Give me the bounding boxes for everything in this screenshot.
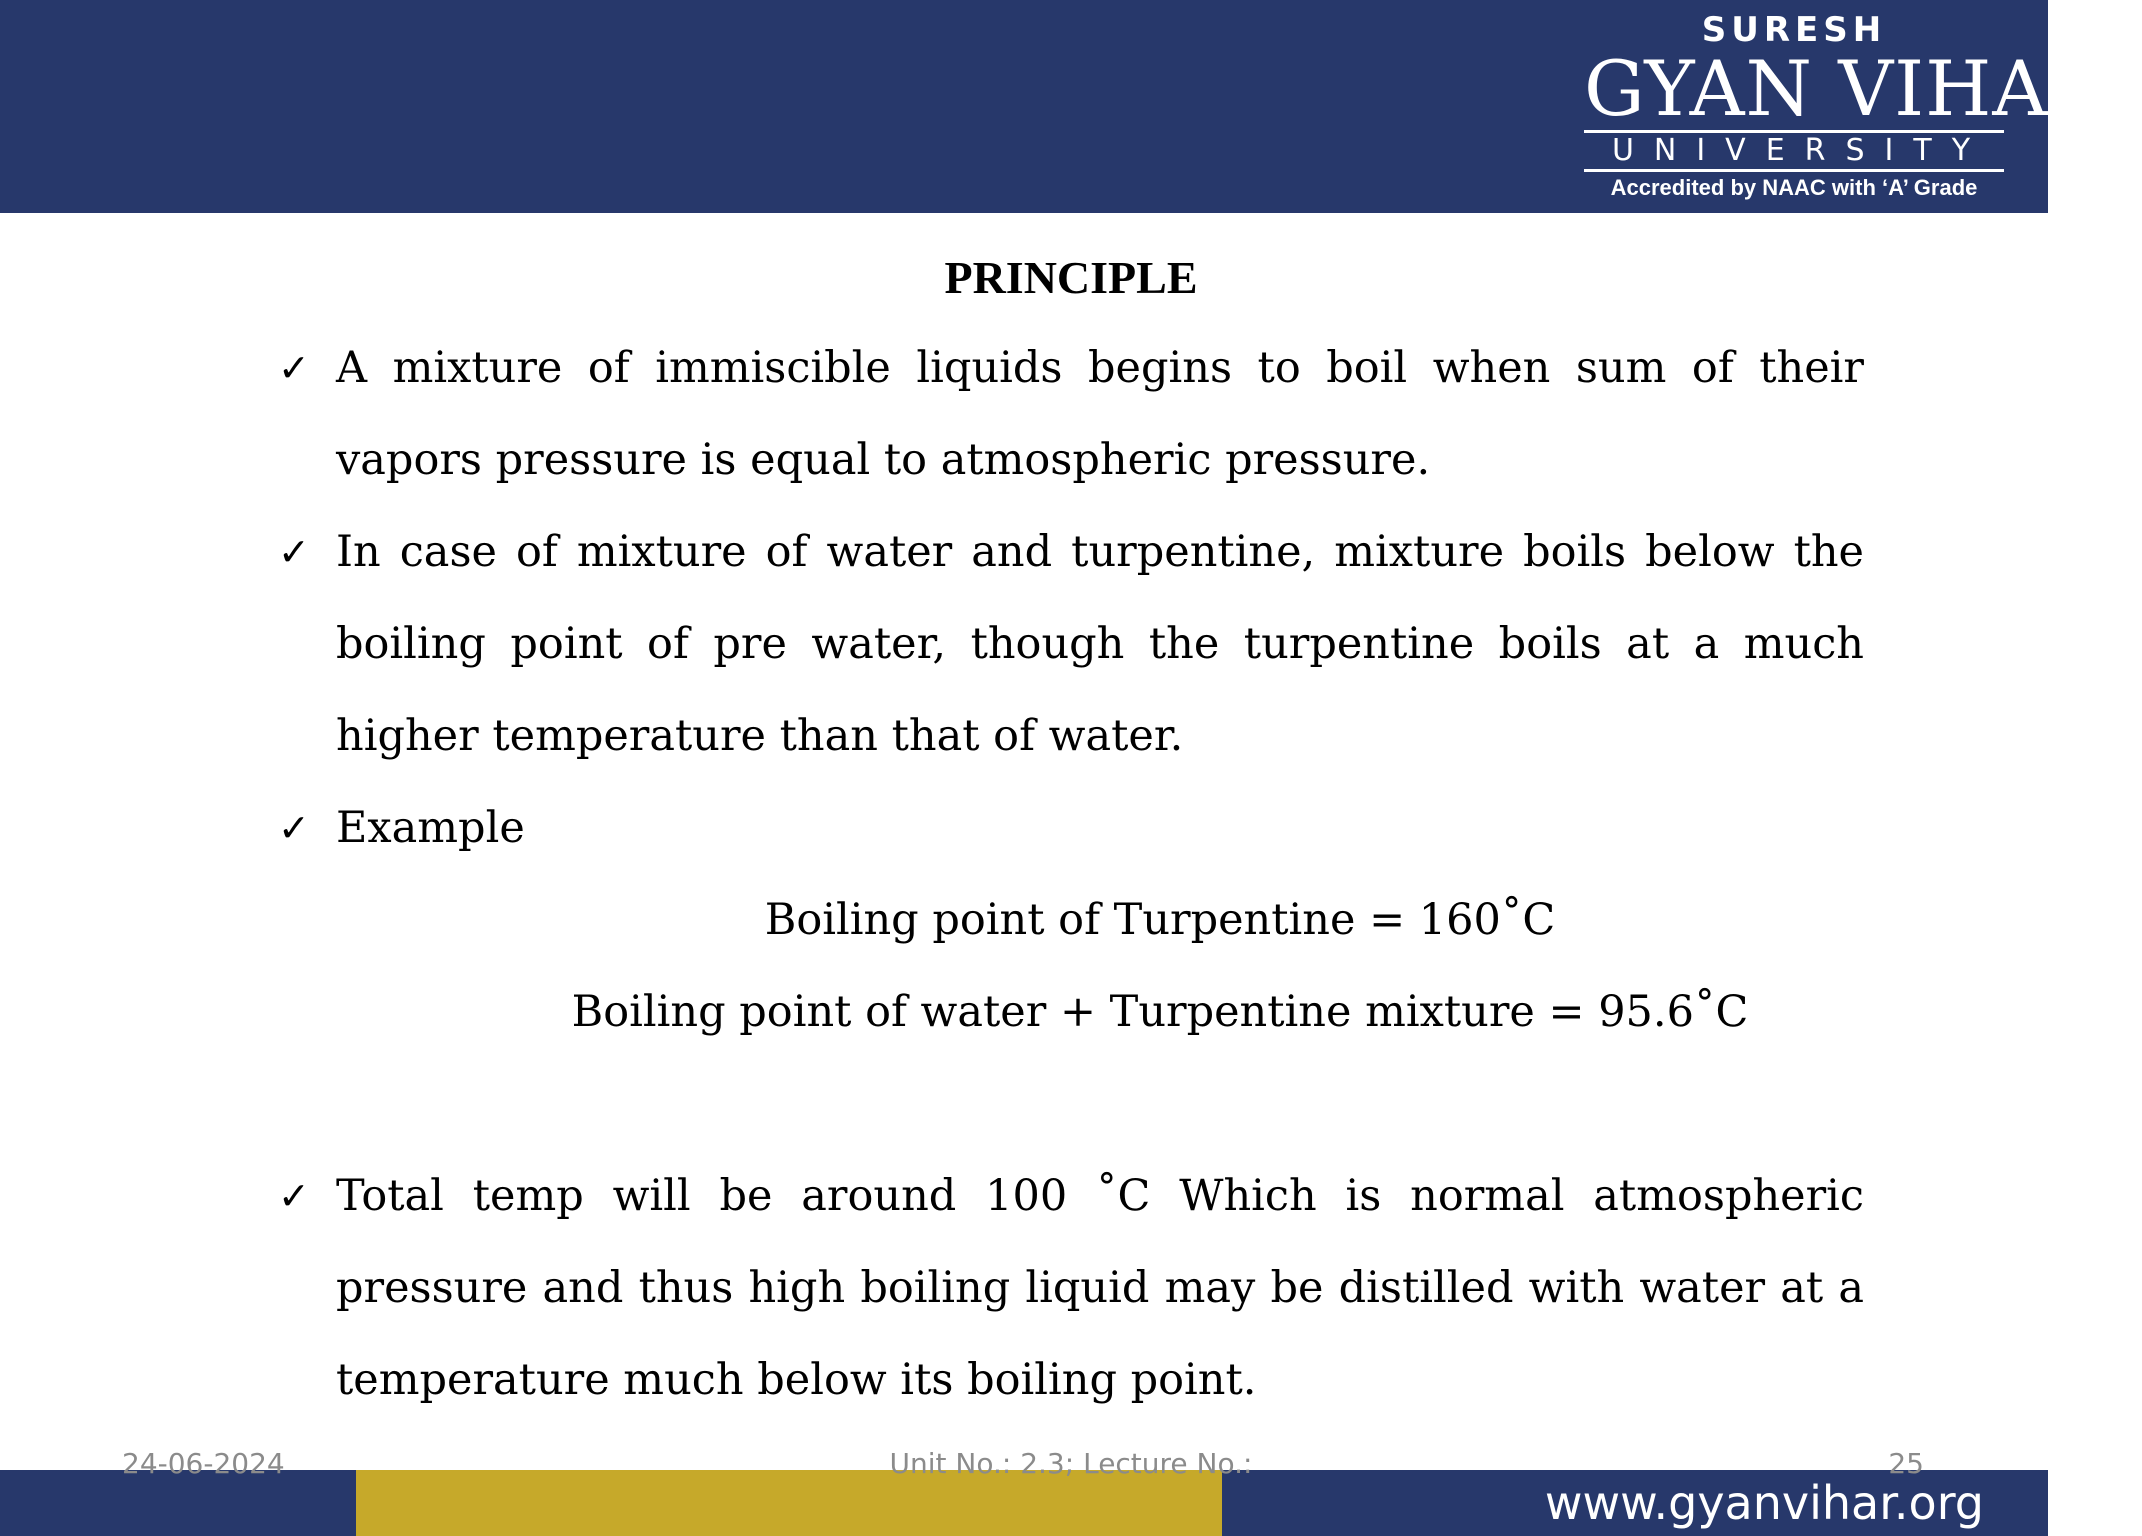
equation-mixture: Boiling point of water + Turpentine mixture = 95.6˚C bbox=[571, 987, 1749, 1037]
checkmark-icon: ✓ bbox=[278, 530, 310, 574]
footer-unit-lecture: Unit No.: 2.3; Lecture No.: bbox=[889, 1447, 1253, 1480]
logo-main-text: GYAN VIHAR bbox=[1584, 44, 2107, 133]
bullet-item bbox=[278, 782, 1864, 1150]
checkmark-icon: ✓ bbox=[278, 1174, 310, 1218]
checkmark-icon: ✓ bbox=[278, 346, 310, 390]
bullet-text: Example bbox=[336, 803, 525, 853]
bullet-text: Total temp will be around 100 ˚C Which is normal atmospheric pressure and thus high boiling liquid may be distilled with water at a temperature much below its boiling point. bbox=[336, 1171, 1864, 1405]
bullet-item bbox=[278, 1150, 1864, 1426]
footer-url: www.gyanvihar.org bbox=[1544, 1476, 1984, 1530]
checkmark-icon: ✓ bbox=[278, 806, 310, 850]
slide-title: PRINCIPLE bbox=[944, 252, 1198, 303]
bullet-text: A mixture of immiscible liquids begins to boil when sum of their vapors pressure is equal to atmospheric pressure. bbox=[336, 343, 1864, 485]
bullet-list bbox=[278, 322, 1864, 1426]
equation-turpentine: Boiling point of Turpentine = 160˚C bbox=[764, 895, 1556, 945]
logo-sub-text: UNIVERSITY bbox=[1584, 130, 2004, 172]
spacer bbox=[336, 1058, 1864, 1150]
bullet-item bbox=[278, 322, 1864, 506]
page-number: 25 bbox=[1888, 1447, 1924, 1480]
university-logo bbox=[1584, 10, 2107, 204]
logo-accreditation: Accredited by NAAC with ‘A’ Grade bbox=[1610, 175, 1978, 200]
footer-date: 24-06-2024 bbox=[122, 1447, 285, 1480]
logo-top-text: SURESH bbox=[1701, 10, 1887, 50]
bullet-item bbox=[278, 506, 1864, 782]
bullet-text: In case of mixture of water and turpentine, mixture boils below the boiling point of pre water, though the turpentine boils at a much higher temperature than that of water. bbox=[336, 527, 1864, 761]
